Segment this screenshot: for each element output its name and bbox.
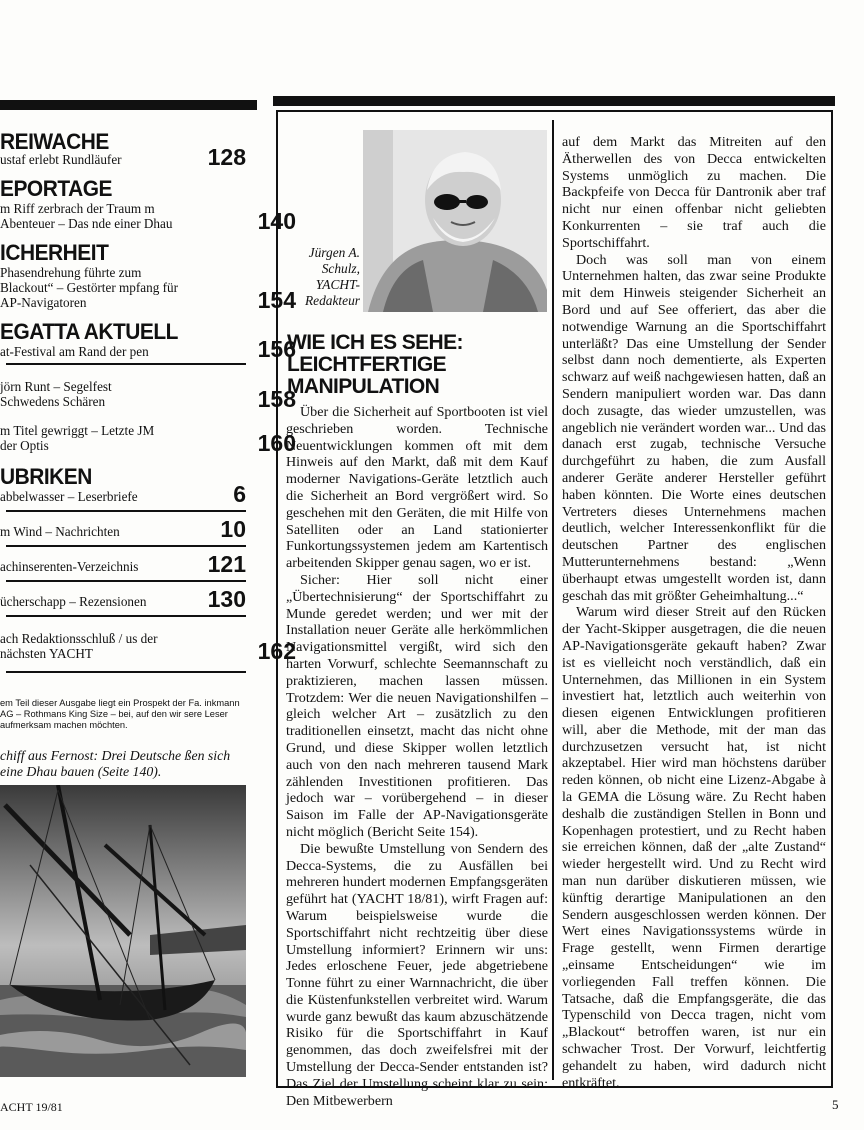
toc-entry-text: achinserenten-Verzeichnis [0, 559, 139, 574]
article-column-2 [562, 134, 826, 1091]
toc-entry-page: 10 [220, 516, 246, 542]
toc-entry-page: 162 [257, 638, 296, 664]
toc-entry-text: m Wind – Nachrichten [0, 524, 120, 539]
toc-entry-text: abbelwasser – Leserbriefe [0, 489, 138, 504]
toc-divider [6, 363, 246, 365]
toc-entry-page: 158 [257, 386, 296, 412]
article-paragraph: Warum wird dieser Streit auf den Rücken der Yacht-Skipper ausgetragen, die die neuen AP-Navigationsgeräte gekauft haben? Zwar ist es vielleicht noch verständlich, daß ein Unternehmen, das Millionen in ein System investiert hat, letztlich auch weiterhin von diesen eigenen Entwicklungen profitieren will, aber die Methode, mit der man das durchzusetzen versucht hat, ist nicht akzeptabel. Hier wird man höchstens darüber reden können, ob nicht eine Lizenz-Abgabe à la GEMA die Lösung wäre. Zu Recht haben deshalb die zuständigen Stellen in Bonn und Kopenhagen protestiert, und zu Recht haben sie erreichen können, daß der „alte Zustand“ wieder hergestellt wird. Und zu Recht wird man nun darüber diskutieren müssen, wie künftig derartige Manipulationen an den Sendern ausgeschlossen werden können. Der Wert eines Navigationssystems würde in Frage gestellt, wenn Firmen derartige „einsame Entscheidungen“ wie im vorliegenden Fall treffen können. Die Tatsache, daß die Empfangsgeräte, die das Typenschild von Decca tragen, nicht vom „Blackout“ betroffen waren, ist nur ein schwacher Trost. Der Vorwurf, leichtfertig gehandelt zu haben, wird dadurch nicht entkräftet. [562, 604, 826, 1091]
toc-section-title: UBRIKEN [0, 464, 92, 489]
author-portrait [363, 130, 547, 312]
toc-entry-page: 130 [207, 586, 246, 612]
toc-entry-text: ach Redaktionsschluß / us der nächsten YACHT [0, 631, 158, 661]
toc-divider [6, 545, 246, 547]
toc-entry-page: 128 [207, 144, 246, 170]
toc-entry-text: m Riff zerbrach der Traum m Abenteuer – Das nde einer Dhau [0, 201, 173, 231]
toc-entry[interactable] [0, 265, 296, 313]
toc-section-title: EGATTA AKTUELL [0, 319, 178, 344]
toc-entry-text: ustaf erlebt Rundläufer [0, 152, 122, 167]
toc-entry[interactable] [0, 423, 296, 456]
toc-entry-text: jörn Runt – Segelfest Schwedens Schären [0, 379, 112, 409]
toc-entry[interactable] [0, 379, 296, 412]
article-paragraph: Über die Sicherheit auf Sportbooten ist viel geschrieben worden. Technische Neuentwicklungen kommen oft mit dem Hinweis auf den Markt, daß mit dem Kauf moderner Navigations-Geräte letztlich auch die Sicherheit an Bord vergrößert wird. So geschehen mit den Geräten, die mit Hilfe von Satelliten oder an Land stationierter Funkortungssystemen jedem am Kartentisch arbeitenden Skipper genau sagen, wo er ist. [286, 404, 548, 572]
toc-section-title: REIWACHE [0, 129, 109, 154]
toc-entry-page: 140 [257, 208, 296, 234]
article-headline [287, 332, 547, 398]
toc-entry[interactable] [0, 551, 250, 577]
toc-entry[interactable] [0, 201, 296, 234]
toc-entry[interactable] [0, 481, 250, 507]
toc-divider [6, 580, 246, 582]
toc-divider [6, 671, 246, 673]
portrait-caption: Jürgen A. Schulz, YACHT-Redakteur [304, 245, 360, 308]
table-of-contents [0, 116, 296, 673]
toc-section-title: EPORTAGE [0, 176, 112, 201]
article-top-rule [273, 96, 835, 106]
toc-entry-text: ücherschapp – Rezensionen [0, 594, 147, 609]
toc-divider [6, 510, 246, 512]
toc-entry[interactable] [0, 631, 296, 664]
toc-entry-text: m Titel gewriggt – Letzte JM der Optis [0, 423, 155, 453]
article-kicker: WIE ICH ES SEHE: [287, 331, 463, 354]
toc-entry[interactable] [0, 586, 250, 612]
issue-label: ACHT 19/81 [0, 1100, 63, 1114]
toc-entry-page: 154 [257, 287, 296, 313]
toc-entry[interactable] [0, 516, 250, 542]
article-title: LEICHTFERTIGE MANIPULATION [287, 353, 447, 398]
toc-entry-page: 156 [257, 336, 296, 362]
article-paragraph: Die bewußte Umstellung von Sendern des Decca-Systems, die zu Ausfällen bei mehreren hundert modernen Empfangsgeräten geführt hat (YACHT 18/81), wirft Fragen auf: Warum beispielsweise wurde die Sportschiffahrt nicht rechtzeitig über diese Umstellung informiert? Erinnern wir uns: Jedes erloschene Feuer, jede abgetriebene Tonne führt zu einer Warnnachricht, die über die Küstenfunkstellen verbreitet wird. Warum wurde ganz bewußt das kaum abzuschätzende Risiko für die Sportschiffahrt in Kauf genommen, das doch zweifelsfrei mit der Umstellung der Decca-Sender entstanden ist? Das Ziel der Umstellung scheint klar zu sein: Den Mitbewerbern [286, 840, 548, 1109]
advertising-insert-note: em Teil dieser Ausgabe liegt ein Prospekt der Fa. inkmann AG – Rothmans King Size – bei, auf den wir sere Leser aufmerksam machen möchten. [0, 698, 240, 730]
column-divider [552, 120, 554, 1080]
toc-divider [6, 615, 246, 617]
toc-entry-page: 160 [257, 430, 296, 456]
toc-entry-text: at-Festival am Rand der pen [0, 344, 149, 359]
toc-section-title: ICHERHEIT [0, 240, 109, 265]
toc-entry-page: 6 [233, 481, 246, 507]
dhau-photo [0, 785, 246, 1077]
article-paragraph: auf dem Markt das Mitreiten auf den Ätherwellen des von Decca entwickelten Systems unmöglich zu machen. Die Backpfeife von Decca für Dantronik aber traf nicht nur einen offenbar nicht geliebten Konkurrenten – sie traf auch die Sportschiffahrt. [562, 134, 826, 251]
article-paragraph: Doch was soll man von einem Unternehmen halten, das zwar seine Produkte mit dem Hinweis steigender Sicherheit an Bord und auf See offeriert, das aber die notwendige Warnung an die Sportschiffahrt unterläßt? Das eine Umstellung der Sender selbst dann noch dementierte, als Experten schwarz auf weiß nachgewiesen hatten, daß an Sendern manipuliert worden war. Das dann doch zusagte, das wieder umzustellen, was angeblich nie verändert worden war... Und das danach erst zugab, technische Versuche durchgeführt zu haben, die zum Ausfall anderer Geräte anderer Hersteller geführt haben könnten. Die Worte eines deutschen Vertreters dieses Unternehmens machen deutlich, welcher Interessenkonflikt für die deutschen Partner des englischen Mutterunternehmens bestand: „Wenn überhaupt etwas umgestellt worden ist, dann geschah das mit größter Geheimhaltung...“ [562, 251, 826, 604]
page-number: 5 [832, 1097, 839, 1112]
article-column-1 [286, 404, 548, 1109]
toc-entry-page: 121 [207, 551, 246, 577]
toc-top-rule [0, 100, 257, 110]
toc-entry[interactable] [0, 144, 250, 170]
article-paragraph: Sicher: Hier soll nicht einer „Übertechnisierung“ der Sportschiffahrt zu Munde geredet werden; und wer mit der Installation neuer Geräte alle herkömmlichen Navigationsmittel vergißt, wird sich den harten Vorwurf, schlechte Seemannschaft zu praktizieren, machen lassen müssen. Trotzdem: Wer die neuen Navigationshilfen – gleich welcher Art – zusätzlich zu den traditionellen einsetzt, macht das nicht ohne Grund, und diese Skipper wollen letztlich auch von den nach mehreren tausend Mark zählenden Investitionen profitieren. Das jedoch war – vorübergehend – in dieser Saison im Falle der AP-Navigationsgeräte nicht möglich (Bericht Seite 154). [286, 571, 548, 840]
toc-entry-text: Phasendrehung führte zum Blackout“ – Gestörter mpfang für AP-Navigatoren [0, 265, 178, 310]
photo-caption: chiff aus Fernost: Drei Deutsche ßen sich eine Dhau bauen (Seite 140). [0, 748, 231, 779]
toc-entry[interactable] [0, 336, 296, 362]
